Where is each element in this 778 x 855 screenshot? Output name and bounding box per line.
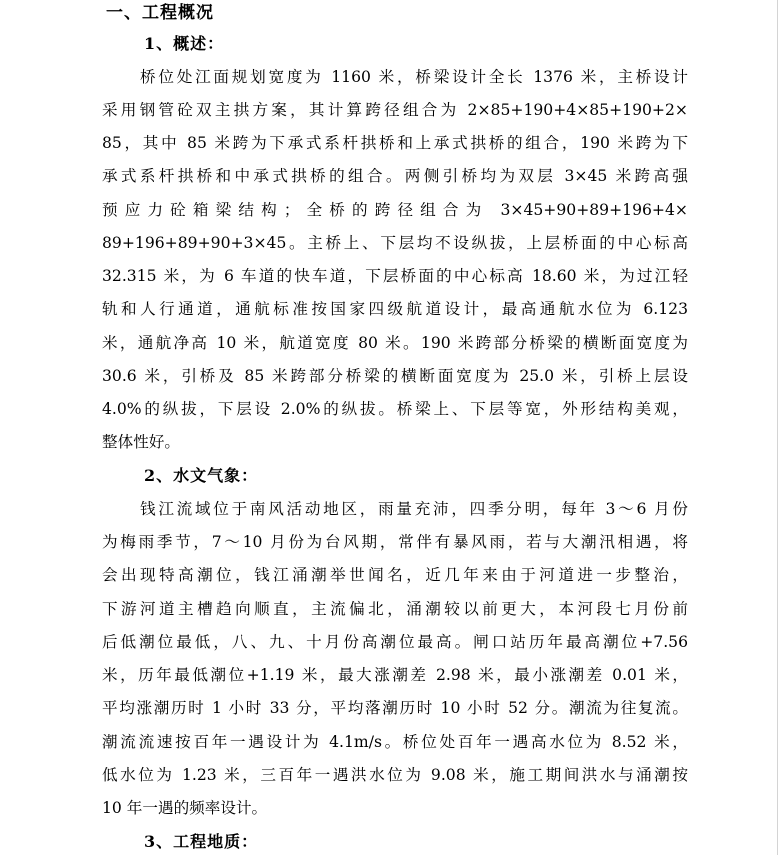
paragraph-line: 为梅雨季节，7～10 月份为台风期，常伴有暴风雨，若与大潮汛相遇，将 (102, 533, 688, 551)
paragraph-line: 预应力砼箱梁结构；全桥的跨径组合为 3×45+90+89+196+4× (102, 201, 688, 219)
paragraph-line: 轨和人行通道，通航标准按国家四级航道设计，最高通航水位为 6.123 (102, 300, 688, 318)
subsection-heading-overview: 1、概述： (144, 34, 225, 53)
paragraph-line: 米，通航净高 10 米，航道宽度 80 米。190 米跨部分桥梁的横断面宽度为 (102, 334, 688, 352)
paragraph-line: 85，其中 85 米跨为下承式系杆拱桥和上承式拱桥的组合，190 米跨为下 (102, 134, 688, 152)
paragraph-line: 承式系杆拱桥和中承式拱桥的组合。两侧引桥均为双层 3×45 米跨高强 (102, 167, 688, 185)
section-title: 一、工程概况 (106, 3, 214, 23)
subsection-heading-hydrology: 2、水文气象： (144, 466, 259, 485)
paragraph-line: 桥位处江面规划宽度为 1160 米，桥梁设计全长 1376 米，主桥设计 (140, 68, 688, 86)
paragraph-line: 米，历年最低潮位+1.19 米，最大涨潮差 2.98 米，最小涨潮差 0.01 米， (102, 666, 688, 684)
paragraph-line: 4.0%的纵拔，下层设 2.0%的纵拔。桥梁上、下层等宽，外形结构美观， (102, 400, 688, 418)
paragraph-line: 整体性好。 (102, 433, 180, 451)
paragraph-line: 平均涨潮历时 1 小时 33 分，平均落潮历时 10 小时 52 分。潮流为往复流。 (102, 699, 688, 717)
paragraph-line: 采用钢管砼双主拱方案，其计算跨径组合为 2×85+190+4×85+190+2× (102, 101, 688, 119)
paragraph-line: 钱江流域位于南风活动地区，雨量充沛，四季分明，每年 3～6 月份 (140, 500, 688, 518)
paragraph-line: 后低潮位最低，八、九、十月份高潮位最高。闸口站历年最高潮位+7.56 (102, 633, 688, 651)
paragraph-line: 下游河道主槽趋向顺直，主流偏北，涌潮较以前更大，本河段七月份前 (102, 600, 688, 618)
paragraph-line: 10 年一遇的频率设计。 (102, 799, 268, 817)
paragraph-line: 低水位为 1.23 米，三百年一遇洪水位为 9.08 米，施工期间洪水与涌潮按 (102, 766, 688, 784)
paragraph-line: 32.315 米，为 6 车道的快车道，下层桥面的中心标高 18.60 米，为过江轻 (102, 267, 688, 285)
paragraph-line: 30.6 米，引桥及 85 米跨部分桥梁的横断面宽度为 25.0 米，引桥上层设 (102, 367, 688, 385)
paragraph-line: 会出现特高潮位，钱江涌潮举世闻名，近几年来由于河道进一步整治， (102, 566, 688, 584)
paragraph-line: 潮流流速按百年一遇设计为 4.1m/s。桥位处百年一遇高水位为 8.52 米， (102, 733, 688, 751)
subsection-heading-geology: 3、工程地质： (144, 832, 259, 851)
paragraph-line: 89+196+89+90+3×45。主桥上、下层均不设纵拔，上层桥面的中心标高 (102, 234, 688, 252)
